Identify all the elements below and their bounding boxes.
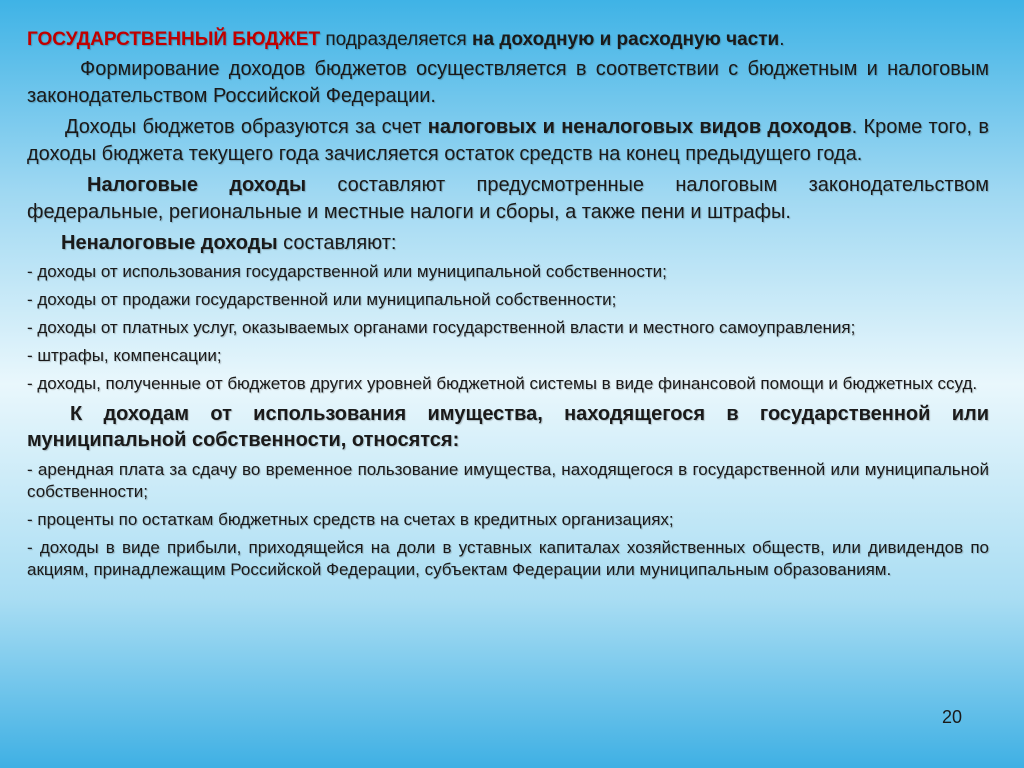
revenue-sources-bold: налоговых и неналоговых видов доходов — [427, 116, 852, 138]
nontax-revenue-heading — [27, 230, 989, 257]
budget-title: ГОСУДАРСТВЕННЫЙ БЮДЖЕТ — [27, 29, 321, 50]
revenue-sources-text-2: . Кроме того, в доходы бюджета текущего года зачисляется остаток средств на конец предыдущего года. — [27, 116, 989, 165]
slide-content — [27, 28, 989, 587]
tax-revenue-bold: Налоговые доходы — [87, 174, 307, 196]
nontax-item-2: - доходы от продажи государственной или муниципальной собственности; — [27, 290, 617, 309]
intro-end: . — [779, 29, 785, 50]
tax-revenue-text: составляют предусмотренные налоговым законодательством федеральные, региональные и местные налоги и сборы, а также пени и штрафы. — [27, 174, 989, 223]
nontax-revenue-bold: Неналоговые доходы — [61, 232, 278, 254]
nontax-item-5: - доходы, полученные от бюджетов других уровней бюджетной системы в виде финансовой помощи и бюджетных ссуд. — [27, 374, 978, 393]
page-number: 20 — [941, 707, 962, 727]
revenue-sources-text-1: Доходы бюджетов образуются за счет — [65, 116, 428, 138]
intro-paragraph — [27, 28, 989, 52]
property-item-2: - проценты по остаткам бюджетных средств на счетах в кредитных организациях; — [27, 510, 674, 529]
property-revenue-heading: К доходам от использования имущества, находящегося в государственной или муниципальной собственности, относятся: — [27, 403, 989, 451]
nontax-item-1: - доходы от использования государственной или муниципальной собственности; — [27, 262, 667, 281]
nontax-item-3: - доходы от платных услуг, оказываемых органами государственной власти и местного самоуправления; — [27, 318, 856, 337]
property-item-3: - доходы в виде прибыли, приходящейся на доли в уставных капиталах хозяйственных обществ, или дивидендов по акциям, принадлежащим Российской Федерации, субъектам Федерации или муниципальным образованиям. — [27, 538, 989, 579]
tax-revenue-paragraph — [27, 172, 989, 226]
property-item-1: - арендная плата за сдачу во временное пользование имущества, находящегося в государственной или муниципальной собственности; — [27, 460, 989, 501]
intro-text: подразделяется — [320, 29, 472, 50]
intro-bold: на доходную и расходную части — [472, 29, 780, 50]
revenue-formation-paragraph: Формирование доходов бюджетов осуществляется в соответствии с бюджетным и налоговым законодательством Российской Федерации. — [27, 58, 989, 107]
nontax-revenue-text: составляют: — [277, 232, 397, 254]
nontax-item-4: - штрафы, компенсации; — [27, 346, 222, 365]
revenue-sources-paragraph — [27, 114, 989, 168]
